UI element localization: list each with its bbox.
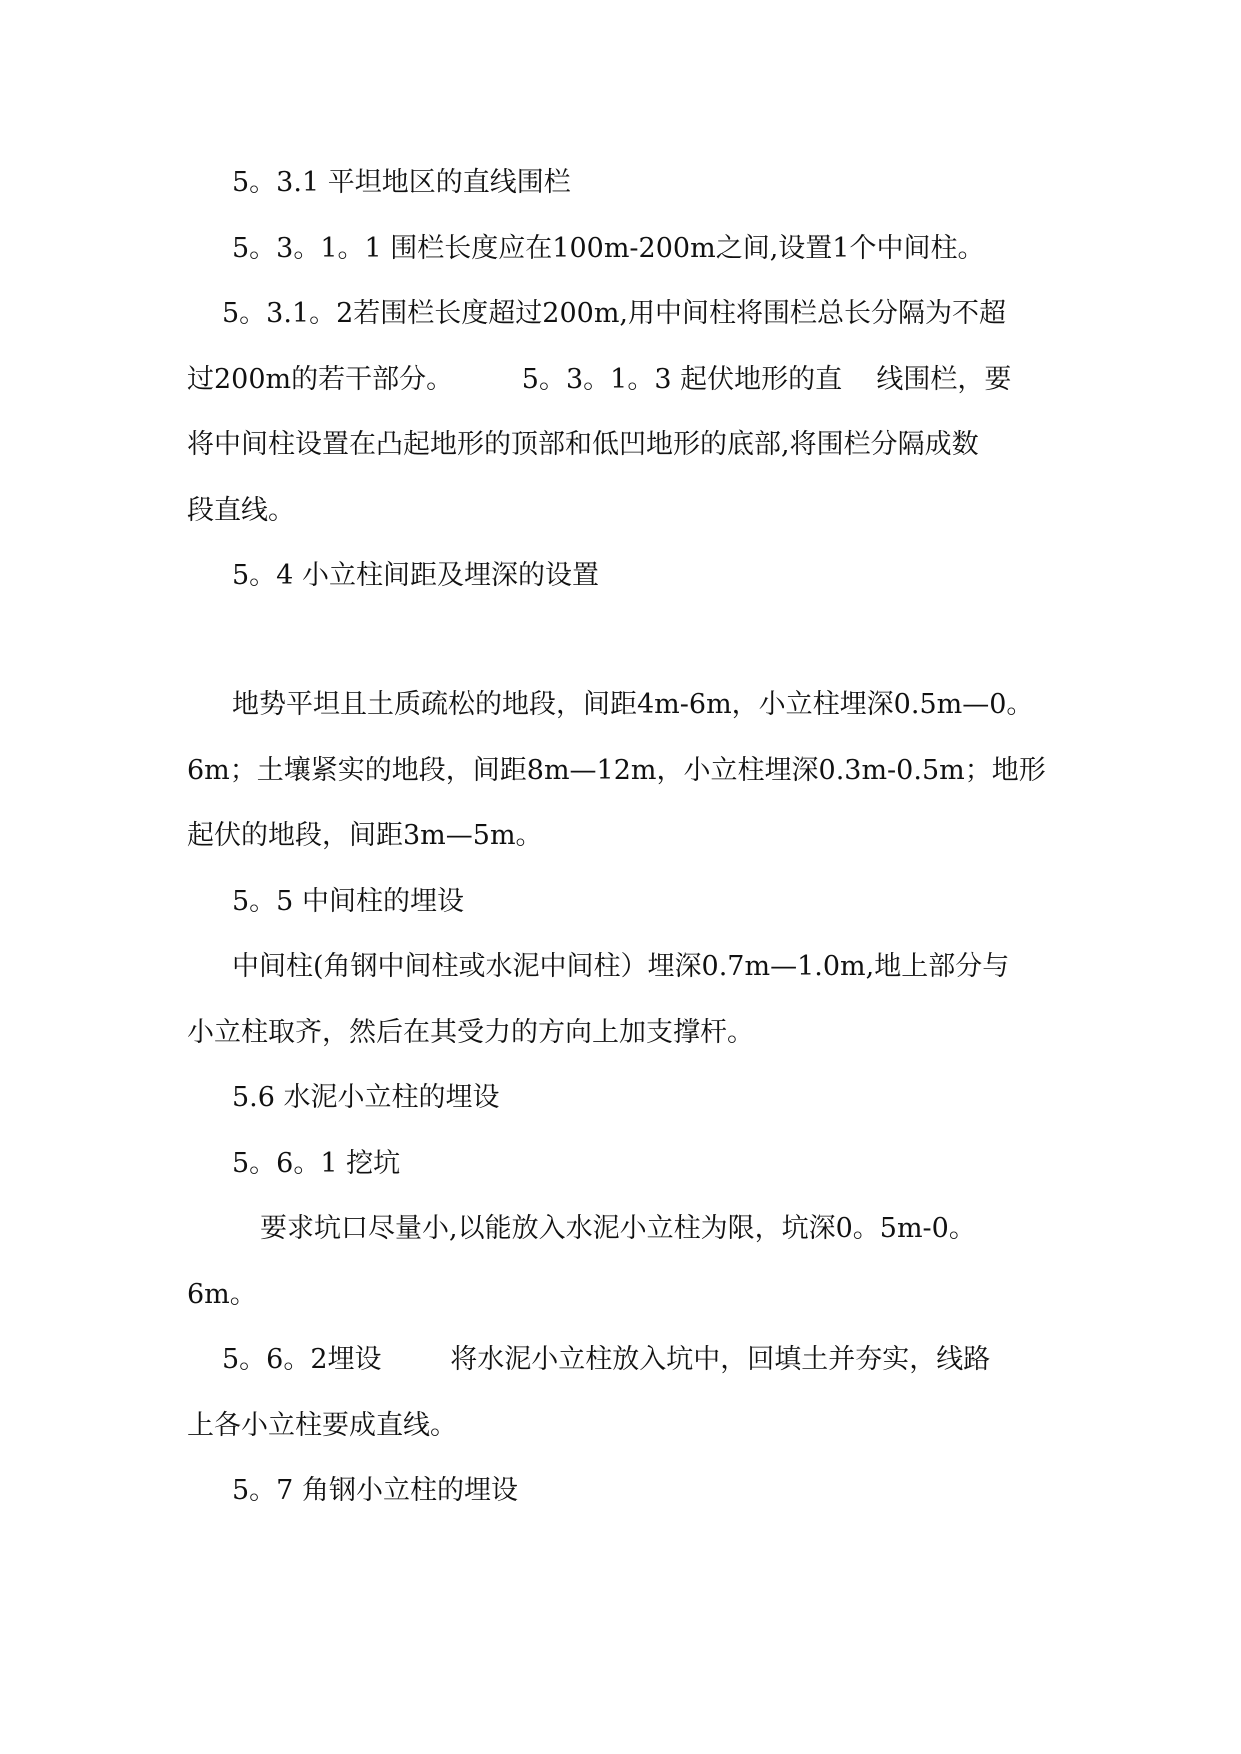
paragraph-5-3-1-3-line3: 段直线。 (187, 495, 295, 526)
paragraph-5-6-2-line1: 5。6。2埋设 将水泥小立柱放入坑中，回填土并夯实，线路 (222, 1344, 991, 1375)
heading-5-4: 5。4 小立柱间距及埋深的设置 (232, 560, 599, 591)
paragraph-5-4-line1: 地势平坦且土质疏松的地段，间距4m-6m，小立柱埋深0.5m—0。 (232, 689, 1034, 720)
heading-5-7: 5。7 角钢小立柱的埋设 (232, 1475, 518, 1506)
paragraph-5-3-1-2-line2: 过200m的若干部分。 5。3。1。3 起伏地形的直 线围栏，要 (187, 364, 1012, 395)
paragraph-5-6-1-line2: 6m。 (187, 1279, 257, 1310)
heading-5-5: 5。5 中间柱的埋设 (232, 886, 464, 917)
paragraph-5-3-1-1: 5。3。1。1 围栏长度应在100m-200m之间,设置1个中间柱。 (232, 233, 985, 264)
paragraph-5-6-1-line1: 要求坑口尽量小,以能放入水泥小立柱为限，坑深0。5m-0。 (260, 1213, 976, 1244)
paragraph-5-4-line3: 起伏的地段，间距3m—5m。 (187, 820, 543, 851)
heading-5-3-1: 5。3.1 平坦地区的直线围栏 (232, 167, 571, 198)
paragraph-5-4-line2: 6m；土壤紧实的地段，间距8m—12m，小立柱埋深0.3m-0.5m；地形 (187, 755, 1046, 786)
paragraph-5-5-line2: 小立柱取齐，然后在其受力的方向上加支撑杆。 (187, 1017, 754, 1048)
paragraph-5-6-2-line2: 上各小立柱要成直线。 (187, 1410, 457, 1441)
paragraph-5-5-line1: 中间柱(角钢中间柱或水泥中间柱）埋深0.7m—1.0m,地上部分与 (232, 951, 1010, 982)
paragraph-5-3-1-2-line1: 5。3.1。2若围栏长度超过200m,用中间柱将围栏总长分隔为不超 (222, 298, 1007, 329)
paragraph-5-3-1-3-line2: 将中间柱设置在凸起地形的顶部和低凹地形的底部,将围栏分隔成数 (187, 429, 979, 460)
heading-5-6: 5.6 水泥小立柱的埋设 (232, 1082, 500, 1113)
heading-5-6-1: 5。6。1 挖坑 (232, 1148, 401, 1179)
